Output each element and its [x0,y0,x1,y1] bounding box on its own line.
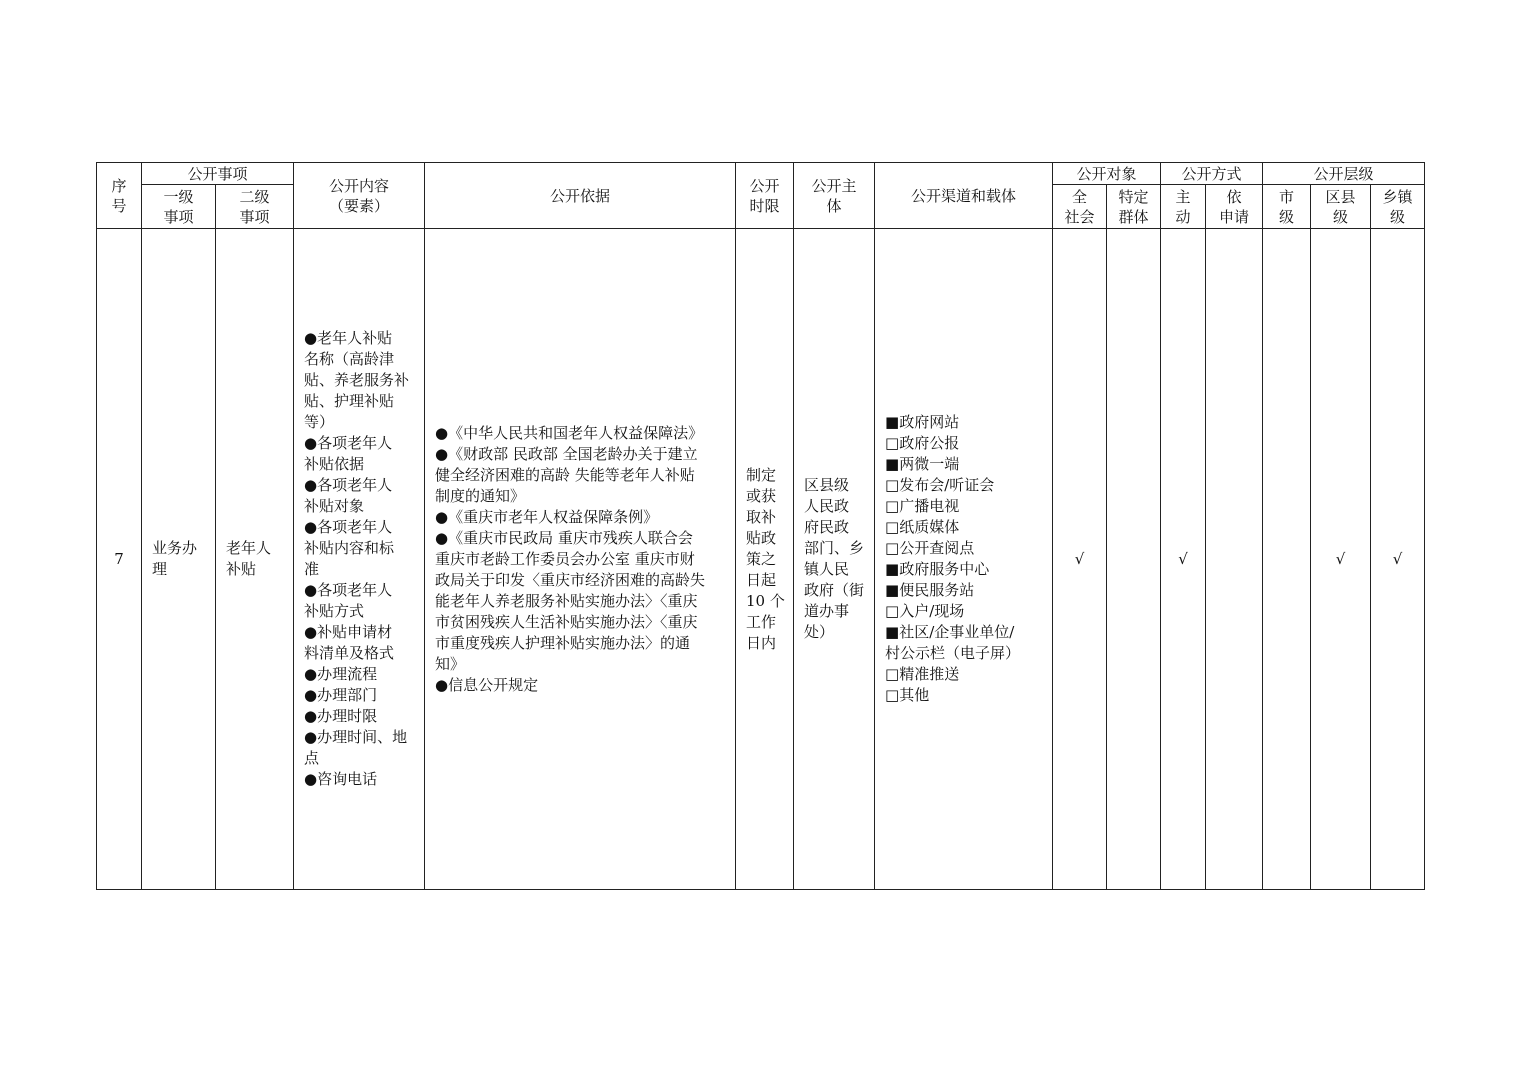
row-seq: 7 [97,229,142,890]
header-time-limit-line1: 公开 [749,176,780,195]
header-target-specific [1107,185,1161,229]
header-level-county [1311,185,1371,229]
header-seq-line1: 序 [111,176,127,195]
header-level1-line1: 一级 [163,187,194,206]
header-method-group: 公开方式 [1161,163,1263,185]
row-content: ●老年人补贴 名称（高龄津 贴、养老服务补 贴、护理补贴 等） ●各项老年人 补贴依据 ●各项老年人 补贴对象 ●各项老年人 补贴内容和标 准 ●各项老年人 补贴方式 ●补贴申请材 料清单及格式 ●办理流程 ●办理部门 ●办理时限 ●办理时间、地 点 ●咨询电话 [294,229,425,890]
header-content-line1: 公开内容 [329,176,390,195]
row-basis: ●《中华人民共和国老年人权益保障法》 ●《财政部 民政部 全国老龄办关于建立 健全经济困难的高龄 失能等老年人补贴 制度的通知》 ●《重庆市老年人权益保障条例》 ●《重庆市民政局 重庆市残疾人联合会 重庆市老龄工作委员会办公室 重庆市财 政局关于印发〈重庆市经济困难的高龄失 能老年人养老服务补贴实施办法〉〈重庆 市贫困残疾人生活补贴实施办法〉〈重庆 市重度残疾人护理补贴实施办法〉的通 知》 ●信息公开规定 [425,229,736,890]
header-target-all [1053,185,1107,229]
header-method-request [1206,185,1263,229]
header-target-specific-line1: 特定 [1118,187,1149,206]
header-level1 [142,185,216,229]
header-seq [97,163,142,229]
header-subject-line1: 公开主 [811,176,857,195]
header-content [294,163,425,229]
header-item-group: 公开事项 [142,163,294,185]
header-level-group: 公开层级 [1263,163,1425,185]
header-target-specific-line2: 群体 [1118,207,1149,226]
row-level-town: √ [1371,229,1425,890]
row-level2: 老年人 补贴 [216,229,294,890]
header-level-town-line2: 级 [1390,207,1406,226]
header-level-town-line1: 乡镇 [1382,187,1413,206]
row-target-all: √ [1053,229,1107,890]
header-channel: 公开渠道和载体 [875,163,1053,229]
table-row [97,229,1425,890]
header-method-active-line2: 动 [1175,207,1191,226]
header-time-limit [736,163,794,229]
header-level-county-line2: 级 [1333,207,1349,226]
header-target-all-line2: 社会 [1064,207,1095,226]
header-level1-line2: 事项 [163,207,194,226]
header-target-group: 公开对象 [1053,163,1161,185]
header-method-active [1161,185,1206,229]
header-method-request-line1: 依 [1226,187,1242,206]
header-level2 [216,185,294,229]
header-basis: 公开依据 [425,163,736,229]
disclosure-table [96,162,1425,890]
header-target-all-line1: 全 [1072,187,1088,206]
header-level-town [1371,185,1425,229]
header-time-limit-line2: 时限 [749,196,780,215]
header-level-city [1263,185,1311,229]
row-channel: ■政府网站 □政府公报 ■两微一端 □发布会/听证会 □广播电视 □纸质媒体 □公开查阅点 ■政府服务中心 ■便民服务站 □入户/现场 ■社区/企事业单位/ 村公示栏（电子屏） □精准推送 □其他 [875,229,1053,890]
row-subject: 区县级 人民政 府民政 部门、乡 镇人民 政府（街 道办事 处） [794,229,875,890]
header-level-city-line1: 市 [1279,187,1295,206]
header-level-city-line2: 级 [1279,207,1295,226]
header-content-line2: （要素） [329,196,390,215]
row-level1: 业务办 理 [142,229,216,890]
header-level2-line2: 事项 [239,207,270,226]
header-seq-line2: 号 [111,196,127,215]
header-subject-line2: 体 [826,196,842,215]
row-level-county: √ [1311,229,1371,890]
header-level-county-line1: 区县 [1325,187,1356,206]
header-method-active-line1: 主 [1175,187,1191,206]
row-method-active: √ [1161,229,1206,890]
header-subject [794,163,875,229]
row-method-request [1206,229,1263,890]
header-method-request-line2: 申请 [1219,207,1250,226]
row-time-limit: 制定 或获 取补 贴政 策之 日起 10 个 工作 日内 [736,229,794,890]
row-target-specific [1107,229,1161,890]
header-level2-line1: 二级 [239,187,270,206]
row-level-city [1263,229,1311,890]
